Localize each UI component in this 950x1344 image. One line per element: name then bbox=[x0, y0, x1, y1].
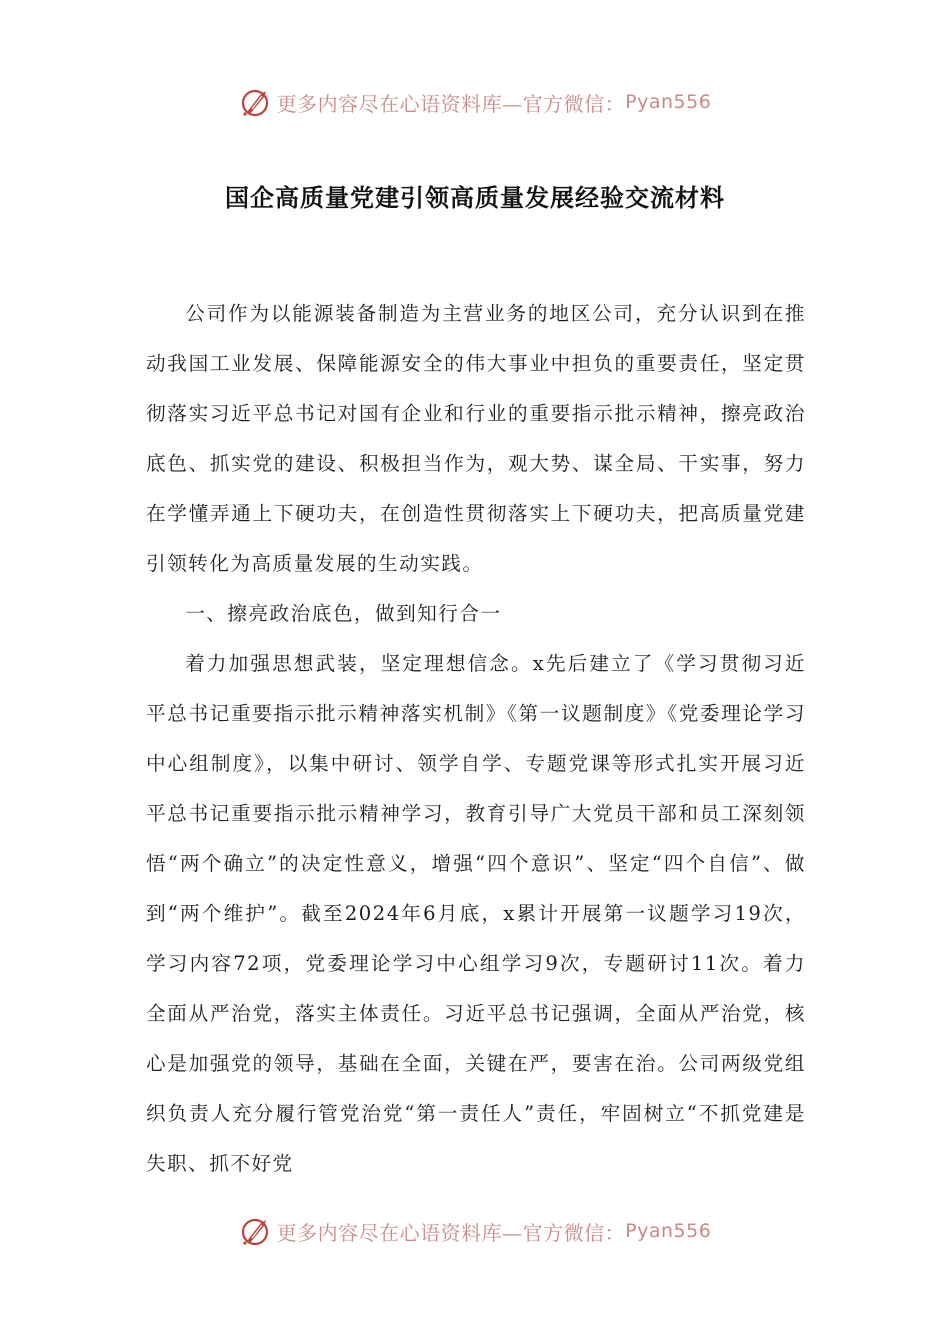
wechat-id: Pyan556 bbox=[625, 91, 712, 113]
intro-paragraph: 公司作为以能源装备制造为主营业务的地区公司，充分认识到在推动我国工业发展、保障能源安全的伟大事业中担负的重要责任，坚定贯彻落实习近平总书记对国有企业和行业的重要指示批示精神，擦亮政治底色、抓实党的建设、积极担当作为，观大势、谋全局、干实事，努力在学懂弄通上下硬功夫，在创造性贯彻落实上下硬功夫，把高质量党建引领转化为高质量发展的生动实践。 bbox=[146, 302, 806, 575]
pen-nib-circle-icon bbox=[239, 1214, 273, 1248]
body-paragraph: 着力加强思想武装，坚定理想信念。x先后建立了《学习贯彻习近平总书记重要指示批示精神落实机制》《第一议题制度》《党委理论学习中心组制度》，以集中研讨、领学自学、专题党课等形式扎实开展习近平总书记重要指示批示精神学习，教育引导广大党员干部和员工深刻领悟“两个确立”的决定性意义，增强“四个意识”、坚定“四个自信”、做到“两个维护”。截至2024年6月底，x累计开展第一议题学习19次，学习内容72项，党委理论学习中心组学习9次，专题研讨11次。着力全面从严治党，落实主体责任。习近平总书记强调，全面从严治党，核心是加强党的领导，基础在全面，关键在严，要害在治。公司两级党组织负责人充分履行管党治党“第一责任人”责任，牢固树立“不抓党建是失职、抓不好党 bbox=[146, 652, 806, 1175]
header-banner bbox=[0, 80, 950, 124]
document-body bbox=[146, 289, 806, 1189]
section-heading: 一、擦亮政治底色，做到知行合一 bbox=[185, 602, 502, 625]
banner-text: 更多内容尽在心语资料库—官方微信： bbox=[276, 91, 626, 116]
banner-text: 更多内容尽在心语资料库—官方微信： bbox=[276, 1220, 626, 1245]
footer-banner bbox=[0, 1209, 950, 1253]
wechat-id: Pyan556 bbox=[625, 1220, 712, 1242]
pen-nib-circle-icon bbox=[239, 85, 273, 119]
document-title: 国企高质量党建引领高质量发展经验交流材料 bbox=[225, 184, 725, 212]
